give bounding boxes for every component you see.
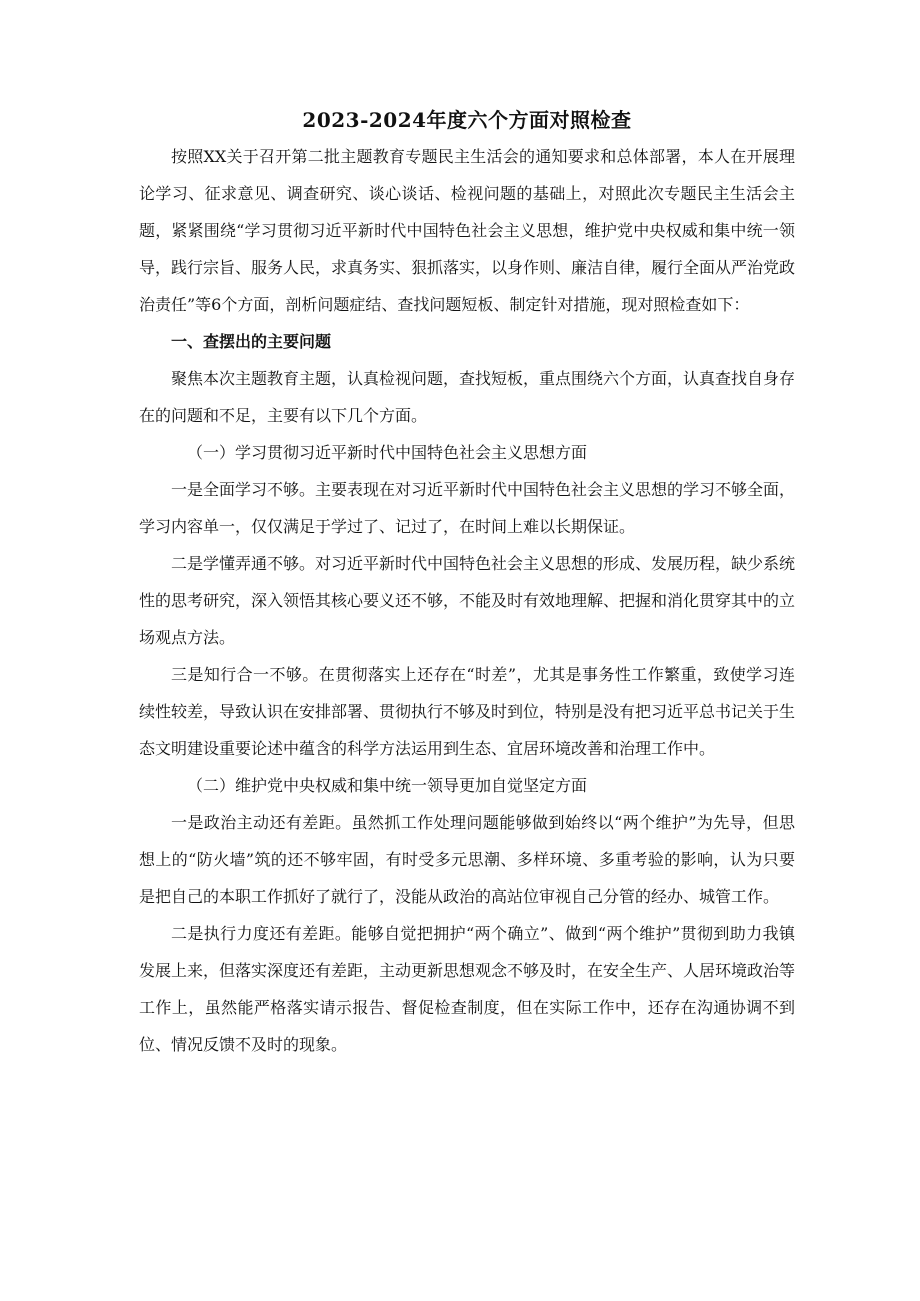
paragraph: 二是学懂弄通不够。对习近平新时代中国特色社会主义思想的形成、发展历程，缺少系统性的思考研究，深入领悟其核心要义还不够，不能及时有效地理解、把握和消化贯穿其中的立场观点方法。	[139, 554, 796, 647]
document-title: 2023-2024年度六个方面对照检查	[302, 108, 632, 132]
paragraph: 一是全面学习不够。主要表现在对习近平新时代中国特色社会主义思想的学习不够全面，学习内容单一，仅仅满足于学过了、记过了，在时间上难以长期保证。	[139, 480, 796, 536]
paragraph: 三是知行合一不够。在贯彻落实上还存在“时差”，尤其是事务性工作繁重，致使学习连续性较差，导致认识在安排部署、贯彻执行不够及时到位，特别是没有把习近平总书记关于生态文明建设重要论述中蕴含的科学方法运用到生态、宜居环境改善和治理工作中。	[139, 665, 796, 758]
paragraph: 一是政治主动还有差距。虽然抓工作处理问题能够做到始终以“两个维护”为先导，但思想上的“防火墙”筑的还不够牢固，有时受多元思潮、多样环境、多重考验的影响，认为只要是把自己的本职工作抓好了就行了，没能从政治的高站位审视自己分管的经办、城管工作。	[139, 813, 795, 906]
paragraph: 二是执行力度还有差距。能够自觉把拥护“两个确立”、做到“两个维护”贯彻到助力我镇发展上来，但落实深度还有差距，主动更新思想观念不够及时，在安全生产、人居环境政治等工作上，虽然能严格落实请示报告、督促检查制度，但在实际工作中，还存在沟通协调不到位、情况反馈不及时的现象。	[139, 924, 796, 1054]
section-heading-1: 一、查摆出的主要问题	[171, 332, 332, 351]
intro-paragraph: 按照XX关于召开第二批主题教育专题民主生活会的通知要求和总体部署，本人在开展理论学习、征求意见、调查研究、谈心谈话、检视问题的基础上，对照此次专题民主生活会主题，紧紧围绕“学习贯彻习近平新时代中国特色社会主义思想，维护党中央权威和集中统一领导，践行宗旨、服务人民，求真务实、狠抓落实，以身作则、廉洁自律，履行全面从严治党政治责任”等6个方面，剖析问题症结、查找问题短板、制定针对措施，现对照检查如下：	[139, 147, 796, 314]
section-intro-paragraph: 聚焦本次主题教育主题，认真检视问题，查找短板，重点围绕六个方面，认真查找自身存在的问题和不足，主要有以下几个方面。	[139, 369, 796, 425]
document-body	[139, 104, 795, 1063]
subsection-heading-2: （二）维护党中央权威和集中统一领导更加自觉坚定方面	[187, 776, 588, 795]
subsection-heading-1: （一）学习贯彻习近平新时代中国特色社会主义思想方面	[187, 443, 588, 462]
